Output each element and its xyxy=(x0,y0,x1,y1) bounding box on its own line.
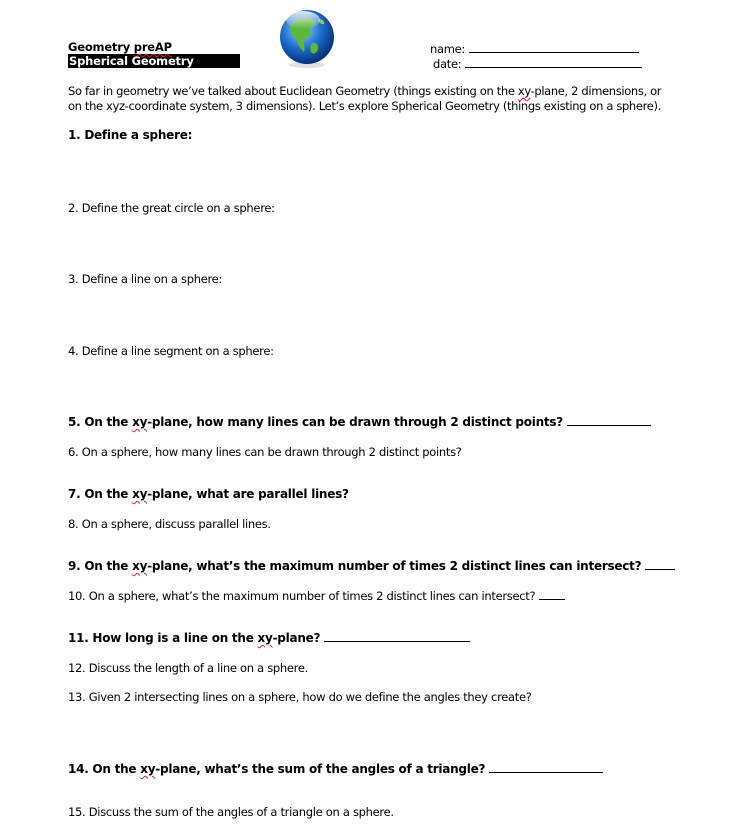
question-3: 3. Define a line on a sphere: xyxy=(68,272,222,286)
answer-blank-5[interactable] xyxy=(567,415,651,426)
answer-blank-9[interactable] xyxy=(645,559,675,570)
course-title: Geometry preAP xyxy=(68,40,172,54)
name-label: name: xyxy=(430,42,465,56)
question-9: 9. On the xy-plane, what’s the maximum number of times 2 distinct lines can intersect? xyxy=(68,559,675,573)
question-7: 7. On the xy-plane, what are parallel lines? xyxy=(68,487,349,501)
question-6: 6. On a sphere, how many lines can be drawn through 2 distinct points? xyxy=(68,445,462,459)
question-12: 12. Discuss the length of a line on a sphere. xyxy=(68,661,308,675)
intro-paragraph: So far in geometry we’ve talked about Euclidean Geometry (things existing on the xy-plane, 2 dimensions, or on the xyz-coordinate system, 3 dimensions). Let’s explore Spherical Geometry (things existing on a sphere). xyxy=(68,84,662,113)
date-field[interactable] xyxy=(433,56,642,71)
question-13: 13. Given 2 intersecting lines on a sphere, how do we define the angles they create? xyxy=(68,690,532,704)
header-left xyxy=(68,40,240,68)
question-5: 5. On the xy-plane, how many lines can be drawn through 2 distinct points? xyxy=(68,415,651,429)
answer-blank-14[interactable] xyxy=(489,762,603,773)
question-11: 11. How long is a line on the xy-plane? xyxy=(68,631,470,645)
question-1: 1. Define a sphere: xyxy=(68,128,193,142)
question-14: 14. On the xy-plane, what’s the sum of the angles of a triangle? xyxy=(68,762,603,776)
answer-blank-11[interactable] xyxy=(324,631,470,642)
date-label: date: xyxy=(433,57,462,71)
question-10: 10. On a sphere, what’s the maximum number of times 2 distinct lines can intersect? xyxy=(68,589,565,603)
question-15: 15. Discuss the sum of the angles of a triangle on a sphere. xyxy=(68,805,394,819)
course-title-level: preAP xyxy=(133,40,172,54)
unit-title: Spherical Geometry xyxy=(68,54,240,68)
name-field[interactable] xyxy=(430,41,639,56)
question-2: 2. Define the great circle on a sphere: xyxy=(68,201,275,215)
answer-blank-10[interactable] xyxy=(539,589,565,600)
question-4: 4. Define a line segment on a sphere: xyxy=(68,344,274,358)
question-8: 8. On a sphere, discuss parallel lines. xyxy=(68,517,271,531)
name-blank[interactable] xyxy=(469,41,639,53)
globe-icon xyxy=(278,7,336,69)
date-blank[interactable] xyxy=(465,56,642,68)
